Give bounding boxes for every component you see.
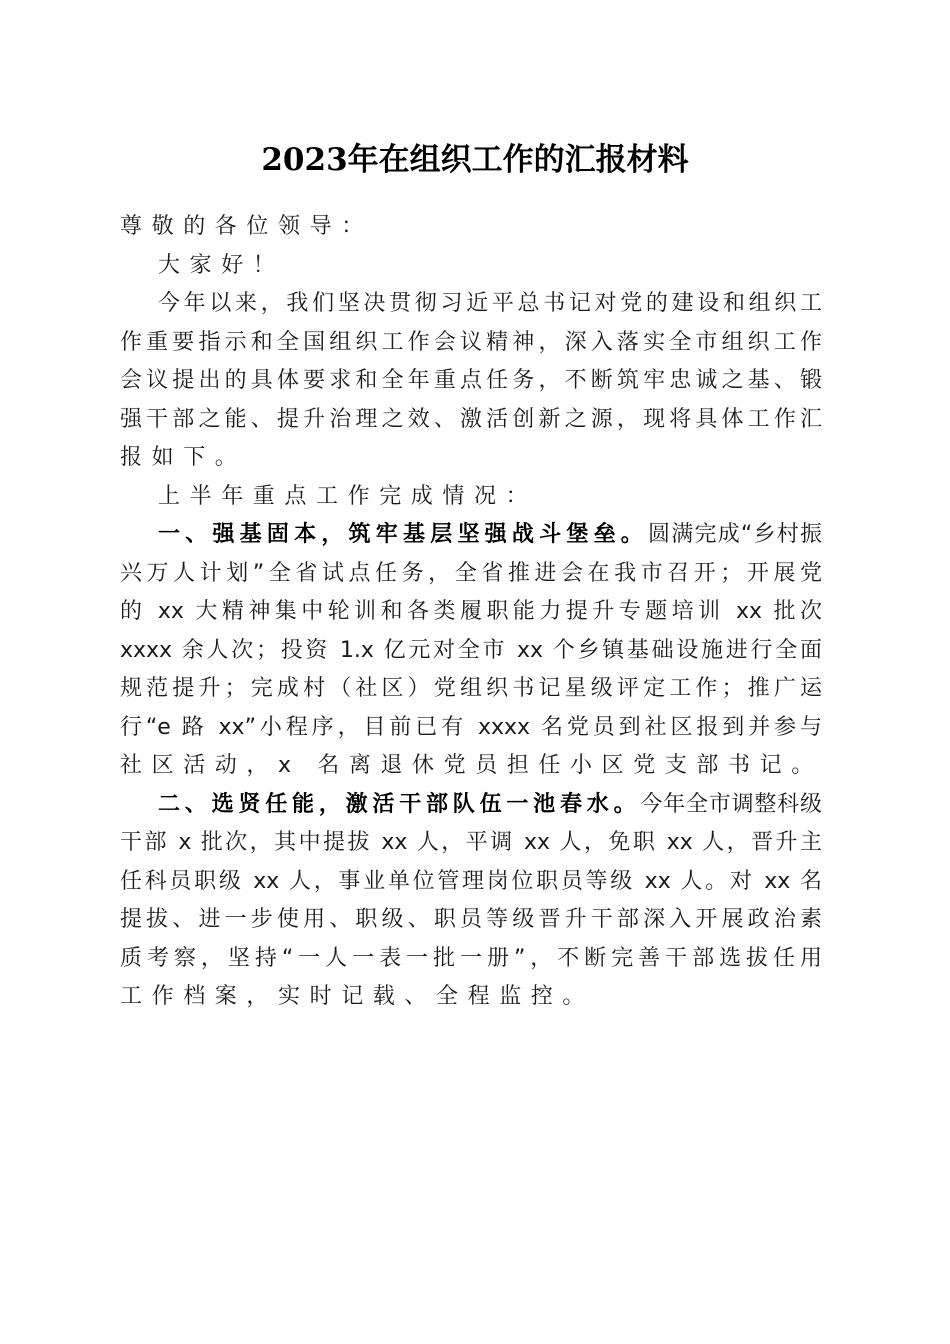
section-1-line: 兴万人计划”全省试点任务，全省推进会在我市召开；开展党 [120, 560, 822, 586]
section-1-line: 规范提升；完成村（社区）党组织书记星级评定工作；推广运 [120, 676, 822, 701]
section-1-first-line-text: 圆满完成“乡村振 [648, 522, 822, 547]
section-2-paragraph [120, 786, 822, 1017]
section-1-line: 社区活动，x 名离退休党员担任小区党支部书记。 [120, 753, 823, 778]
section-2-heading: 二、选贤任能，激活干部队伍一池春水。 [158, 791, 641, 817]
section-1-line: 行“e 路 xx”小程序，目前已有 xxxx 名党员到社区报到并参与 [120, 714, 822, 740]
section-intro: 上半年重点工作完成情况： [158, 483, 538, 509]
document-title: 2023年在组织工作的汇报材料 [261, 142, 689, 178]
intro-paragraph [120, 285, 822, 478]
section-2-line: 质考察，坚持“一人一表一批一册”，不断完善干部选拔任用 [120, 945, 822, 971]
section-1-paragraph [120, 516, 822, 786]
section-2-line: 提拔、进一步使用、职级、职员等级晋升干部深入开展政治素 [120, 907, 822, 932]
intro-line: 会议提出的具体要求和全年重点任务，不断筑牢忠诚之基、锻 [120, 368, 822, 393]
section-1-line: 的 xx 大精神集中轮训和各类履职能力提升专题培训 xx 批次 [120, 599, 822, 624]
intro-line: 今年以来，我们坚决贯彻习近平总书记对党的建设和组织工 [158, 291, 822, 316]
section-1-heading: 一、强基固本，筑牢基层坚强战斗堡垒。 [158, 522, 649, 547]
intro-line: 报如下。 [120, 445, 247, 470]
intro-line: 作重要指示和全国组织工作会议精神，深入落实全市组织工作 [120, 329, 822, 355]
section-2-line: 工作档案，实时记载、全程监控。 [120, 984, 595, 1009]
section-2-line: 任科员职级 xx 人，事业单位管理岗位职员等级 xx 人。对 xx 名 [120, 868, 822, 894]
greeting: 大家好！ [158, 252, 285, 278]
section-2-first-line-text: 今年全市调整科级 [640, 791, 822, 817]
section-1-first-line [120, 516, 822, 555]
intro-line: 强干部之能、提升治理之效、激活创新之源，现将具体工作汇 [120, 406, 822, 432]
section-2-line: 干部 x 批次，其中提拔 xx 人，平调 xx 人，免职 xx 人，晋升主 [120, 830, 822, 855]
section-2-first-line [120, 786, 822, 825]
section-1-line: xxxx 余人次；投资 1.x 亿元对全市 xx 个乡镇基础设施进行全面 [120, 637, 822, 663]
salutation: 尊敬的各位领导： [120, 214, 373, 239]
document-body [120, 208, 822, 1017]
